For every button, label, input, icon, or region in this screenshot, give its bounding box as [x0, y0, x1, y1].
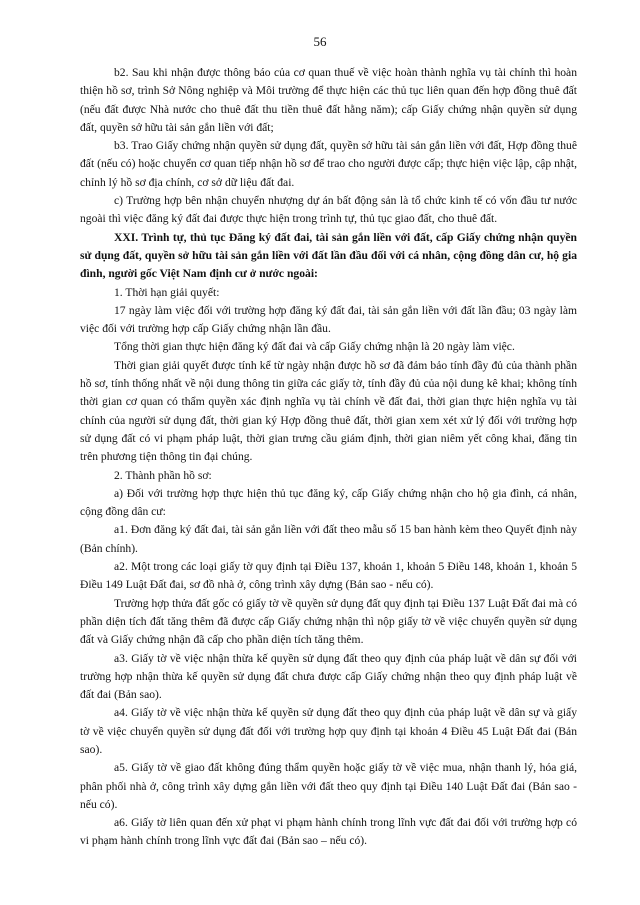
paragraph: a3. Giấy tờ về việc nhận thừa kế quyền sử dụng đất theo quy định của pháp luật về dân sự đối với trường hợp nhận thừa kế quyền sử dụng đất chưa được cấp Giấy chứng nhận theo quy định pháp luật về đất đai (Bản sao). [80, 651, 577, 702]
document-body [80, 64, 577, 851]
paragraph: a6. Giấy tờ liên quan đến xử phạt vi phạm hành chính trong lĩnh vực đất đai đối với trường hợp có vi phạm hành chính trong lĩnh vực đất đai (Bản sao – nếu có). [80, 816, 577, 848]
paragraph: a5. Giấy tờ về giao đất không đúng thẩm quyền hoặc giấy tờ về việc mua, nhận thanh lý, hóa giá, phân phối nhà ở, công trình xây dựng gắn liền với đất theo quy định tại Điều 140 Luật Đất đai (Bản sao - nếu có). [80, 761, 577, 811]
paragraph: Tổng thời gian thực hiện đăng ký đất đai và cấp Giấy chứng nhận là 20 ngày làm việc. [114, 340, 515, 354]
paragraph: c) Trường hợp bên nhận chuyển nhượng dự án bất động sản là tổ chức kinh tế có vốn đầu tư nước ngoài thì việc đăng ký đất đai được thực hiện trong trình tự, thủ tục giao đất, cho thuê đất. [80, 194, 577, 226]
paragraph: a1. Đơn đăng ký đất đai, tài sản gắn liền với đất theo mẫu số 15 ban hành kèm theo Quyết định này (Bản chính). [80, 523, 577, 555]
paragraph: a4. Giấy tờ về việc nhận thừa kế quyền sử dụng đất theo quy định của pháp luật về dân sự và giấy tờ về việc chuyển quyền sử dụng đất đối với trường hợp quy định tại khoản 4 Điều 45 Luật Đất đai (Bản sao). [80, 706, 577, 756]
paragraph: a2. Một trong các loại giấy tờ quy định tại Điều 137, khoản 1, khoản 5 Điều 148, khoản 1, khoản 5 Điều 149 Luật Đất đai, sơ đồ nhà ở, công trình xây dựng (Bản sao - nếu có). [80, 560, 577, 592]
paragraph: Thời gian giải quyết được tính kể từ ngày nhận được hồ sơ đã đảm bảo tính đầy đủ của thành phần hồ sơ, tính thống nhất về nội dung thông tin giữa các giấy tờ, tính đầy đủ của nội dung kê khai; không tính thời gian cơ quan có thẩm quyền xác định nghĩa vụ tài chính về đất đai, thời gian thực hiện nghĩa vụ tài chính của người sử dụng đất, thời gian ký Hợp đồng thuê đất, thời gian xem xét xử lý đối với trường hợp sử dụng đất có vi phạm pháp luật, thời gian trưng cầu giám định, thời gian niêm yết công khai, đăng tin trên phương tiện thông tin đại chúng. [80, 358, 577, 464]
paragraph: b2. Sau khi nhận được thông báo của cơ quan thuế về việc hoàn thành nghĩa vụ tài chính thì hoàn thiện hồ sơ, trình Sở Nông nghiệp và Môi trường để thực hiện các thủ tục liên quan đến hợp đồng thuê đất (nếu đất được Nhà nước cho thuê đất thu tiền thuê đất hằng năm); cấp Giấy chứng nhận quyền sử dụng đất, quyền sở hữu tài sản gắn liền với đất; [80, 66, 577, 134]
paragraph: 17 ngày làm việc đối với trường hợp đăng ký đất đai, tài sản gắn liền với đất lần đầu; 03 ngày làm việc đối với trường hợp cấp Giấy chứng nhận lần đầu. [80, 303, 577, 336]
paragraph: a) Đối với trường hợp thực hiện thủ tục đăng ký, cấp Giấy chứng nhận cho hộ gia đình, cá nhân, cộng đồng dân cư: [80, 486, 577, 519]
page-number: 56 [313, 34, 327, 49]
paragraph: 1. Thời hạn giải quyết: [114, 285, 220, 299]
section-heading: XXI. Trình tự, thủ tục Đăng ký đất đai, tài sản gắn liền với đất, cấp Giấy chứng nhận quyền sử dụng đất, quyền sở hữu tài sản gắn liền với đất lần đầu đối với cá nhân, cộng đồng dân cư, hộ gia đình, người gốc Việt Nam định cư ở nước ngoài: [80, 230, 577, 281]
paragraph: Trường hợp thửa đất gốc có giấy tờ về quyền sử dụng đất quy định tại Điều 137 Luật Đất đai mà có phần diện tích đất tăng thêm đã được cấp Giấy chứng nhận thì nộp giấy tờ về việc chuyển quyền sử dụng đất và Giấy chứng nhận đã cấp cho phần diện tích tăng thêm. [80, 596, 577, 647]
paragraph: b3. Trao Giấy chứng nhận quyền sử dụng đất, quyền sở hữu tài sản gắn liền với đất, Hợp đồng thuê đất (nếu có) hoặc chuyển cơ quan tiếp nhận hồ sơ để trao cho người được cấp; thực hiện việc lập, cập nhật, chỉnh lý hồ sơ địa chính, cơ sở dữ liệu đất đai. [80, 139, 577, 189]
paragraph: 2. Thành phần hồ sơ: [114, 468, 212, 482]
